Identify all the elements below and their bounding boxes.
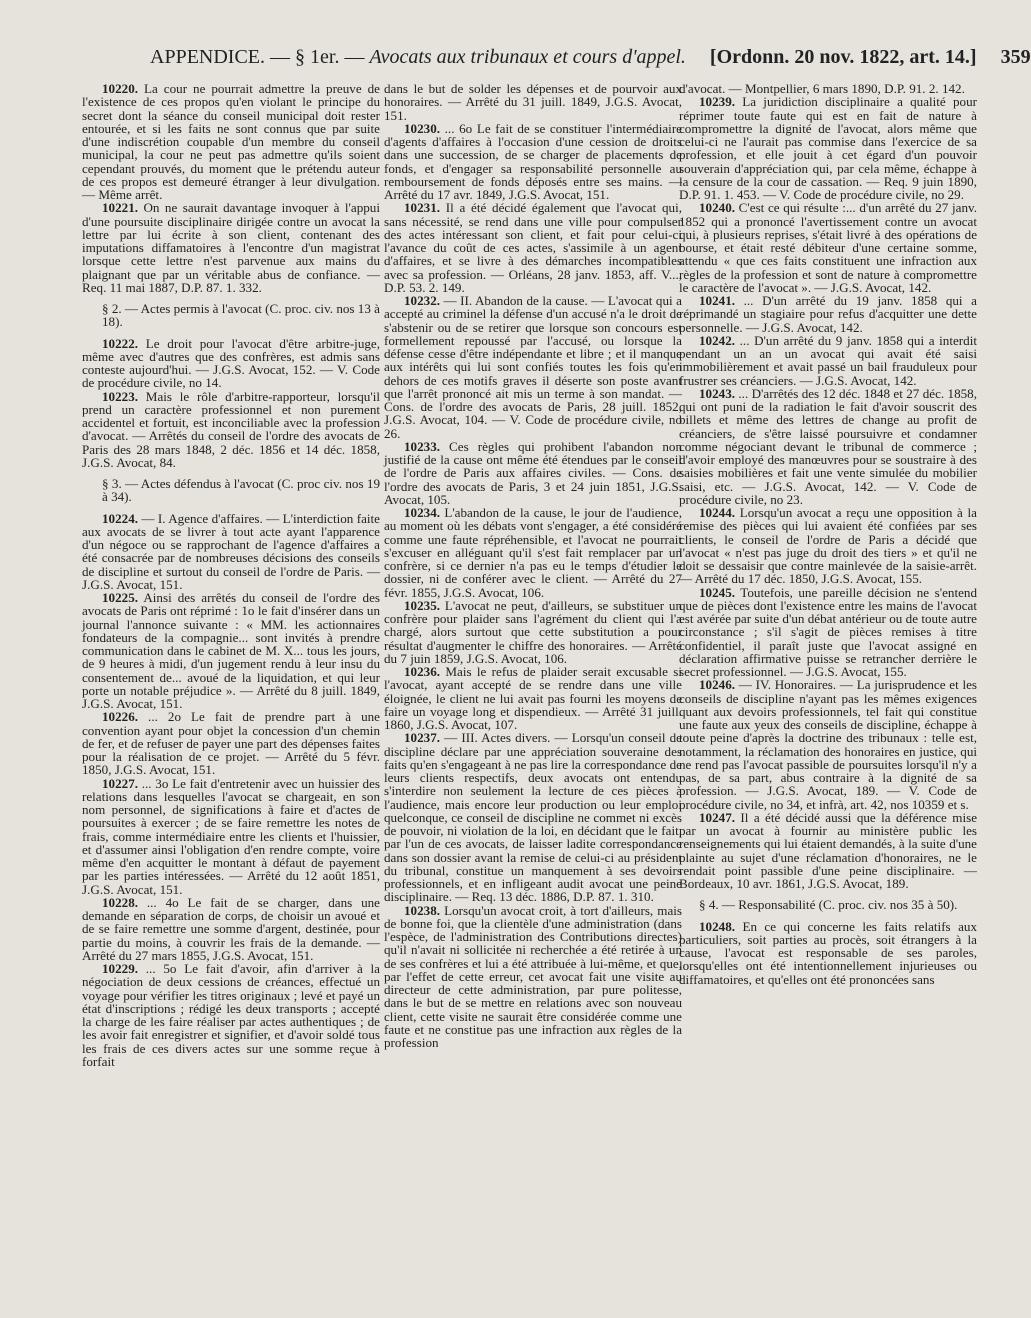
paragraph-text: ... 4o Le fait de se charger, dans une demande en séparation de corps, de choisir un avoué et de se faire remettre une somme d'argent, destinée, pour partie du moins, à couvrir les frais de la demande. — Arrêté du 27 mars 1855, J.G.S. Avocat, 151. <box>82 894 380 963</box>
paragraph-text: d'avocat. — Montpellier, 6 mars 1890, D.P. 91. 2. 142. <box>679 81 965 96</box>
column-left <box>82 82 380 1314</box>
paragraph-text: La juridiction disciplinaire a qualité pour réprimer toute faute qui est en fait de nature à compromettre la dignité de l'avocat, alors même que celui-ci ne l'aurait pas commise dans l'exercice de sa profession, et elle jouit à cet égard d'un pouvoir souverain d'appréciation qui, par cela même, échappe à la censure de la cour de cassation. — Req. 9 juin 1890, D.P. 91. 1. 453. — V. Code de procédure civile, no 29. <box>679 94 977 202</box>
page-number: 359 <box>1000 46 1031 68</box>
paragraph-text: Ainsi des arrêtés du conseil de l'ordre des avocats de Paris ont réprimé : 1o le fait d'insérer dans un journal l'annonce suivante : « MM. les actionnaires fondateurs de la compagnie... sont invités à prendre communication dans le cabinet de M. X... tous les jours, de 9 heures à midi, d'un jugement rendu à leur insu du consentement de... avoué de la liquidation, et qui leur porte un notable préjudice ». — Arrêté du 8 juill. 1849, J.G.S. Avocat, 151. <box>82 590 380 711</box>
paragraph <box>384 294 682 440</box>
paragraph <box>679 95 977 201</box>
paragraph-text: ... 3o Le fait d'entretenir avec un huissier des relations dans lesquelles l'avocat se chargeait, en son nom personnel, de significations à faire et d'actes de poursuites à exercer ; de se faire remettre les notes de frais, comme intermédiaire entre les clients et l'huissier, et d'assumer ainsi l'obligation d'en rendre compte, voire même d'en acquitter le montant à défaut de payement par les parties intéressées. — Arrêté du 12 août 1851, J.G.S. Avocat, 151. <box>82 775 380 897</box>
paragraph <box>384 440 682 506</box>
paragraph-number: 10237. <box>404 730 441 746</box>
paragraph-text: Il a été décidé aussi que la déférence mise par un avocat à fournir au ministère public les renseignements qui lui étaient demandés, à la suite d'une plainte au sujet d'une réclamation d'honoraires, ne le rendait point passible d'une peine disciplinaire. — Bordeaux, 10 avr. 1861, J.G.S. Avocat, 189. <box>679 809 977 891</box>
paragraph-text: ... 2o Le fait de prendre part à une convention ayant pour objet la concession d'un chemin de fer, et de refuser de payer une part des dépenses faites pour la réalisation de ce projet. — Arrêté du 5 févr. 1850, J.G.S. Avocat, 151. <box>82 709 380 778</box>
paragraph-text: dans le but de solder les dépenses et de pourvoir aux honoraires. — Arrêté du 31 juill. 1849, J.G.S. Avocat, 151. <box>384 81 682 123</box>
paragraph-text: Mais le refus de plaider serait excusable si l'avocat, ayant accepté de se rendre dans une ville éloignée, le client ne lui avait pas fourni les moyens de faire un voyage long et dispendieux. — Arrêté 31 juill. 1860, J.G.S. Avocat, 107. <box>384 664 682 732</box>
paragraph-text: C'est ce qui résulte :... d'un arrêté du 27 janv. 1852 qui a prononcé l'avertissement contre un avocat qui, à plusieurs reprises, s'était livré à des opérations de bourse, et était resté débiteur d'une certaine somme, attendu « que ces faits constituent une infraction aux règles de la profession et sont de nature à compromettre le caractère de l'avocat ». — J.G.S. Avocat, 142. <box>679 200 977 295</box>
paragraph-number: 10221. <box>102 200 139 216</box>
paragraph <box>384 665 682 731</box>
paragraph-number: 10241. <box>699 293 736 308</box>
paragraph-text: — II. Abandon de la cause. — L'avocat qui a accepté au criminel la défense d'un accusé n'a le droit de s'abstenir ou de se retirer que lorsque son concours est formellement repoussé par l'accusé, ou lorsque la défense cesse d'être indépendante et libre ; et il manque aux intérêts qui lui sont confiés toutes les fois qu'en dehors de ces motifs graves il déserte son poste avant que l'arrêt prononcé ait mis un terme à son mandat. — Cons. de l'ordre des avocats de Paris, 28 juill. 1852, J.G.S. Avocat, 104. — V. Code de procédure civile, no 26. <box>384 293 682 441</box>
paragraph-number: 10231. <box>404 200 441 216</box>
paragraph-text: Mais le rôle d'arbitre-rapporteur, lorsqu'il prend un caractère professionnel et non purement accidentel et fortuit, est inconciliable avec la profession d'avocat. — Arrêtés du conseil de l'ordre des avocats de Paris des 28 mars 1848, 2 déc. 1856 et 14 déc. 1858, J.G.S. Avocat, 84. <box>82 388 380 470</box>
paragraph-number: 10243. <box>699 385 736 401</box>
paragraph <box>82 710 380 776</box>
paragraph-text: Lorsqu'un avocat a reçu une opposition à la remise des pièces qui lui avaient été confiées par ses clients, le conseil de l'ordre de Paris a décidé que l'avocat « n'est pas juge du droit des tiers » et qu'il ne doit se dessaisir que contre mainlevée de la saisie-arrêt. — Arrêté du 17 déc. 1850, J.G.S. Avocat, 155. <box>679 505 977 587</box>
header-section-title: Avocats aux tribunaux et cours d'appel. <box>369 46 686 68</box>
running-header <box>150 46 1031 74</box>
paragraph-text: ... D'un arrêté du 9 janv. 1858 qui a interdit pendant un an un avocat qui avait été saisi immobilièrement et avait passé un bail frauduleux pour frustrer ses créanciers. — J.G.S. Avocat, 142. <box>679 332 977 388</box>
paragraph <box>679 506 977 586</box>
paragraph-number: 10233. <box>404 438 441 454</box>
paragraph <box>82 777 380 896</box>
paragraph <box>384 122 682 202</box>
paragraph <box>679 811 977 891</box>
paragraph <box>384 506 682 599</box>
paragraph-number: 10247. <box>699 809 736 825</box>
paragraph-text: ... 5o Le fait d'avoir, afin d'arriver à la négociation de deux cessions de créances, effectué un voyage pour vérifier les titres originaux ; levé et payé un état d'inscriptions ; rédigé les deux transports ; accepté la charge de les faire réaliser par actes authentiques ; de les avoir fait enregistrer et signifier, et d'avoir soldé tous les frais de ces divers actes sur une somme reçue à forfait <box>82 961 380 1069</box>
paragraph-text: On ne saurait davantage invoquer à l'appui d'une poursuite disciplinaire dirigée contre un avocat la lettre par lui écrite à son client, contenant des imputations diffamatoires à l'encontre d'un magistrat lorsque cette lettre n'est parvenue aux mains du plaignant que par un véritable abus de confiance. — Req. 11 mai 1887, D.P. 87. 1. 332. <box>82 200 380 295</box>
paragraph <box>679 334 977 387</box>
paragraph-number: 10223. <box>102 388 139 404</box>
paragraph <box>384 904 682 1050</box>
paragraph-number: 10235. <box>404 597 441 613</box>
paragraph-number: 10248. <box>699 918 736 934</box>
column-right <box>679 82 977 1314</box>
paragraph <box>82 201 380 294</box>
paragraph-text: — IV. Honoraires. — La jurisprudence et les conseils de discipline n'ayant pas les mêmes exigences quant aux devoirs professionnels, tel fait qui constitue une faute aux yeux des conseils de discipline, échappe à toute peine d'après la doctrine des tribunaux : telle est, notamment, la réclamation des honoraires en justice, qui ne rend pas l'avocat passible de poursuites lorsqu'il n'y a pas, de sa part, abus contraire à la dignité de sa profession. — J.G.S. Avocat, 189. — V. Code de procédure civile, no 34, et infrà, art. 42, nos 10359 et s. <box>679 677 977 812</box>
paragraph-text: En ce qui concerne les faits relatifs aux particuliers, soit parties au procès, soit étrangers à la cause, l'avocat est responsable de ses paroles, lorsqu'elles ont été intentionnellement injurieuses ou diffamatoires, et qu'elles ont été prononcées sans <box>679 918 977 987</box>
paragraph <box>82 82 380 201</box>
section-heading: § 2. — Actes permis à l'avocat (C. proc. civ. nos 13 à 18). <box>102 301 380 330</box>
paragraph-number: 10226. <box>102 709 139 725</box>
paragraph-number: 10240. <box>699 200 736 216</box>
paragraph-number: 10232. <box>404 293 441 308</box>
paragraph <box>679 678 977 811</box>
paragraph-number: 10222. <box>102 335 139 351</box>
paragraph <box>679 920 977 986</box>
header-left: APPENDICE. — § 1er. — <box>150 46 365 68</box>
paragraph-text: Le droit pour l'avocat d'être arbitre-juge, même avec d'autres que des confrères, est admis sans conteste aujourd'hui. — J.G.S. Avocat, 152. — V. Code de procédure civile, no 14. <box>82 335 380 391</box>
paragraph <box>82 390 380 470</box>
paragraph-number: 10230. <box>404 120 441 136</box>
paragraph-number: 10244. <box>699 505 736 520</box>
paragraph-text: ... D'un arrêté du 19 janv. 1858 qui a réprimandé un stagiaire pour refus d'acquitter une dette personnelle. — J.G.S. Avocat, 142. <box>679 293 977 335</box>
paragraph-number: 10229. <box>102 961 139 976</box>
paragraph-text: — III. Actes divers. — Lorsqu'un conseil de discipline déclare par une appréciation souveraine des faits qu'en s'engageant à ne pas lire la correspondance de leurs clients respectifs, deux avocats ont entendu s'interdire non seulement la lecture de ces pièces à l'audience, mais encore leur production ou leur emploi quelconque, ce conseil de discipline ne commet ni excès de pouvoir, ni violation de la loi, en décidant que le fait, par l'un de ces avocats, de laisser ladite correspondance dans son dossier avant la remise de celui-ci au président du tribunal, constitue un manquement à ses devoirs professionnels, et en infligeant audit avocat une peine disciplinaire. — Req. 13 déc. 1886, D.P. 87. 1. 310. <box>384 730 682 905</box>
paragraph <box>679 387 977 506</box>
paragraph <box>82 337 380 390</box>
paragraph <box>679 294 977 334</box>
paragraph-number: 10225. <box>102 590 139 605</box>
section-heading: § 4. — Responsabilité (C. proc. civ. nos 35 à 50). <box>699 897 958 913</box>
paragraph-text: — I. Agence d'affaires. — L'interdiction faite aux avocats de se livrer à tout acte ayant l'apparence d'un négoce ou se rapprochant de l'agence d'affaires a été consacrée par de nombreuses décisions des conseils de discipline et surtout du conseil de l'ordre de Paris. — J.G.S. Avocat, 151. <box>82 510 380 592</box>
paragraph-number: 10242. <box>699 332 736 348</box>
paragraph-number: 10224. <box>102 510 139 526</box>
paragraph-text: Toutefois, une pareille décision ne s'entend que de pièces dont l'existence entre les mains de l'avocat est avérée par suite d'un débat antérieur ou de toute autre circonstance ; s'il s'agit de pièces remises à titre confidentiel, il paraît juste que l'avocat assigné en déclaration affirmative puisse se retrancher derrière le secret professionnel. — J.G.S. Avocat, 155. <box>679 584 977 679</box>
paragraph <box>82 512 380 592</box>
paragraph-text: Lorsqu'un avocat croit, à tort d'ailleurs, mais de bonne foi, que la clientèle d'une administration (dans l'espèce, de l'administration des Contributions directes) qu'il n'avait ni sollicitée ni recherchée a été retirée à un de ses confrères et lui a été attribuée à lui-même, et que, par l'effet de cette erreur, cet avocat fait une visite au directeur de cette administration, par pure politesse, dans le but de se mettre en relations avec son nouveau client, cette visite ne saurait être considérée comme une faute et ne constitue pas une infraction aux règles de la profession <box>384 902 682 1050</box>
paragraph-number: 10227. <box>102 775 139 791</box>
paragraph-number: 10238. <box>404 902 441 918</box>
paragraph-number: 10246. <box>699 677 736 693</box>
paragraph-number: 10245. <box>699 584 736 600</box>
paragraph <box>384 201 682 294</box>
paragraph-text: L'abandon de la cause, le jour de l'audience, au moment où les débats vont s'engager, a été considéré comme une faute répréhensible, et l'avocat ne pourrait s'excuser en alléguant qu'il s'est fait remplacer par un confrère, si ce dernier n'a pas eu le temps d'étudier le dossier, ni de conférer avec le client. — Arrêté du 27 févr. 1855, J.G.S. Avocat, 106. <box>384 505 682 600</box>
paragraph-number: 10220. <box>102 81 139 96</box>
paragraph-text: L'avocat ne peut, d'ailleurs, se substituer un confrère pour plaider sans l'agrément du client qui l'a chargé, alors surtout que cette substitution a pour résultat d'augmenter le chiffre des honoraires. — Arrêté du 7 juin 1859, J.G.S. Avocat, 106. <box>384 597 682 666</box>
paragraph-number: 10234. <box>404 505 441 520</box>
paragraph <box>82 962 380 1068</box>
paragraph-number: 10236. <box>404 664 441 679</box>
paragraph-number: 10228. <box>102 894 139 910</box>
paragraph <box>679 201 977 294</box>
paragraph-number: 10239. <box>699 94 736 110</box>
paragraph-text: Il a été décidé également que l'avocat qui, sans nécessité, se rend dans une ville pour compulser des actes intéressant son client, et fait pour celui-ci l'avance du coût de ces actes, s'assimile à un agent d'affaires, et se livre à des démarches incompatibles avec sa profession. — Orléans, 28 janv. 1853, aff. V..., D.P. 53. 2. 149. <box>384 200 682 295</box>
paragraph <box>82 591 380 710</box>
paragraph-text: ... 6o Le fait de se constituer l'intermédiaire d'agents d'affaires à l'occasion d'une cession de droits dans une succession, de se charger de placements de fonds, et d'engager sa responsabilité personnelle au remboursement de fonds déposés entre ses mains. — Arrêté du 17 avr. 1849, J.G.S. Avocat, 151. <box>384 120 682 202</box>
paragraph-text: Ces règles qui prohibent l'abandon non justifié de la cause ont même été étendues par le conseil de l'ordre de Paris aux affaires civiles. — Cons. de l'ordre des avocats de Paris, 3 et 24 juin 1851, J.G.S. Avocat, 105. <box>384 438 682 507</box>
section-heading: § 3. — Actes défendus à l'avocat (C. proc civ. nos 19 à 34). <box>102 476 380 505</box>
column-middle <box>384 82 682 1314</box>
paragraph <box>384 731 682 903</box>
paragraph-text: ... D'arrêtés des 12 déc. 1848 et 27 déc. 1858, qui ont puni de la radiation le fait d'avoir souscrit des billets et même des lettres de change au profit de créanciers, de s'être laissé poursuivre et condamner comme négociant devant le tribunal de commerce ; d'avoir employé des manœuvres pour se soustraire à des saisies mobilières et fait une vente simulée du mobilier saisi, etc. — J.G.S. Avocat, 142. — V. Code de procédure civile, no 23. <box>679 385 977 507</box>
paragraph <box>82 896 380 962</box>
paragraph <box>384 599 682 665</box>
paragraph <box>384 82 682 122</box>
paragraph <box>679 586 977 679</box>
paragraph <box>679 82 977 95</box>
header-reference: [Ordonn. 20 nov. 1822, art. 14.] <box>709 46 977 68</box>
paragraph-text: La cour ne pourrait admettre la preuve de l'existence de ces propos qu'en violant le principe du secret dont la séance du conseil municipal doit rester entourée, et si les faits ne sont connus que par suite d'une indiscrétion coupable d'un membre du conseil municipal, la cour ne peut pas admettre qu'ils soient cependant prouvés, du moment que le prétendu auteur de ces propos est demeuré étranger à leur divulgation. — Même arrêt. <box>82 81 380 202</box>
